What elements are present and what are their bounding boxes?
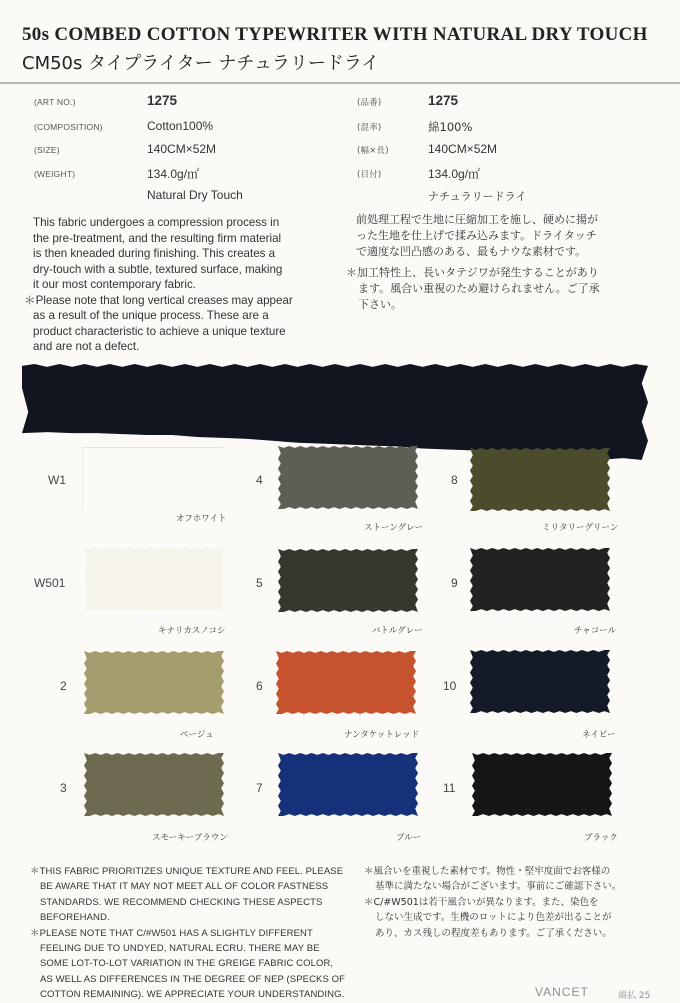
color-name: チャコール: [574, 626, 617, 636]
fabric-swatch-large: [22, 364, 648, 460]
spec-value: 綿100%: [428, 120, 473, 134]
spec-value: Natural Dry Touch: [147, 188, 243, 202]
notes-japanese: ＊風合いを重視した素材です。物性・堅牢度面でお客様の 基準に満たない場合がございます。事前にご確認下さい。 ＊C/#W501は若干風合いが異なります。また、染色を しない生成です。生機のロットにより色差が出ることが あり、カス残しの程度差もあります。ご了承ください。: [364, 866, 622, 939]
color-name: ミリタリーグリーン: [542, 523, 619, 533]
notes-english: ＊THIS FABRIC PRIORITIZES UNIQUE TEXTURE AND FEEL. PLEASE BE AWARE THAT IT MAY NOT MEET ALL OF COLOR FASTNESS STANDARDS. WE RECOMMEND CHECKING THESE ASPECTS BEFOREHAND. ＊PLEASE NOTE THAT C/#W501 HAS A SLIGHTLY DIFFERENT FEELING DUE TO UNDYED, NATURAL ECRU. THERE MAY BE SOME LOT-TO-LOT VARIATION IN THE GREIGE FABRIC COLOR, AS WELL AS DIFFERENCES IN THE DEGREE OF NEP (SPECKS OF COTTON REMAINING). WE APPRECIATE YOUR UNDERSTANDING.: [30, 866, 346, 1001]
spec-value: 134.0g/㎡: [147, 167, 200, 181]
spec-label: (WEIGHT): [34, 169, 76, 179]
spec-value: 1275: [147, 93, 178, 108]
color-number: 2: [60, 679, 67, 693]
swatch-nantucket-red: [276, 651, 416, 714]
color-number: 6: [256, 679, 263, 693]
color-name: スモーキーブラウン: [152, 833, 228, 843]
color-number: 10: [443, 679, 457, 693]
spec-value: 134.0g/㎡: [428, 167, 481, 181]
color-number: 8: [451, 473, 458, 487]
color-name: ブルー: [396, 833, 422, 843]
color-number: 5: [256, 576, 263, 590]
header-divider: [0, 82, 680, 84]
spec-value: 1275: [428, 93, 459, 108]
swatch-kinari: [84, 548, 224, 611]
swatch-smoky-brown: [84, 753, 224, 816]
swatch-off-white: [82, 447, 223, 511]
color-number: 3: [60, 781, 67, 795]
spec-label: (混率): [357, 123, 382, 133]
swatch-battle-grey: [278, 549, 418, 612]
color-number: 4: [256, 473, 263, 487]
spec-value: 140CM×52M: [147, 142, 217, 156]
color-number: 7: [256, 781, 263, 795]
title-english: 50s COMBED COTTON TYPEWRITER WITH NATURAL DRY TOUCH: [22, 24, 648, 45]
color-name: バトルグレー: [372, 626, 423, 636]
swatch-beige: [84, 651, 224, 714]
color-number: W501: [34, 576, 66, 590]
page-number: 綿払 25: [618, 991, 651, 1001]
description-japanese: 前処理工程で生地に圧縮加工を施し、硬めに揚が った生地を仕上げで揉み込みます。ドライタッチ で適度な凹凸感のある、最もナウな素材です。 ＊加工特性上、長いタテジワが発生することがあり ます。風合い重視のため避けられません。ご了承 下さい。: [346, 213, 600, 311]
swatch-charcoal: [470, 548, 610, 611]
spec-label: (品番): [357, 98, 382, 108]
color-name: キナリカスノコシ: [158, 626, 226, 636]
spec-value: ナチュラリードライ: [428, 190, 527, 203]
spec-label: (目付): [357, 170, 382, 180]
spec-value: 140CM×52M: [428, 142, 498, 156]
color-number: 11: [443, 781, 456, 795]
color-name: ブラック: [584, 833, 618, 843]
brand-logo: VANCET: [535, 985, 589, 999]
color-name: ストーングレー: [364, 523, 424, 533]
swatch-military-green: [470, 448, 610, 511]
swatch-blue: [278, 753, 418, 816]
color-number: 9: [451, 576, 458, 590]
color-name: ベージュ: [180, 730, 214, 740]
swatch-black: [472, 753, 612, 816]
spec-label: (SIZE): [34, 145, 60, 155]
description-english: This fabric undergoes a compression process in the pre-treatment, and the resulting firm material is then kneaded during finishing. This creates a dry-touch with a subtle, textured surface, making it our most contemporary fabric. ＊Please note that long vertical creases may appear as a result of the unique process. These are a product characteristic to achieve a unique texture and are not a defect.: [24, 216, 293, 353]
color-name: ネイビー: [582, 730, 616, 740]
spec-label: (ART NO.): [34, 97, 76, 107]
swatch-navy: [470, 650, 610, 713]
spec-label: (幅×長): [357, 146, 389, 156]
spec-value: Cotton100%: [147, 119, 214, 133]
color-name: オフホワイト: [176, 514, 227, 524]
spec-label: (COMPOSITION): [34, 122, 103, 132]
color-number: W1: [48, 473, 66, 487]
swatch-stone-grey: [278, 446, 418, 509]
title-japanese: CM50s タイプライター ナチュラリードライ: [22, 53, 380, 74]
color-name: ナンタケットレッド: [344, 730, 420, 740]
